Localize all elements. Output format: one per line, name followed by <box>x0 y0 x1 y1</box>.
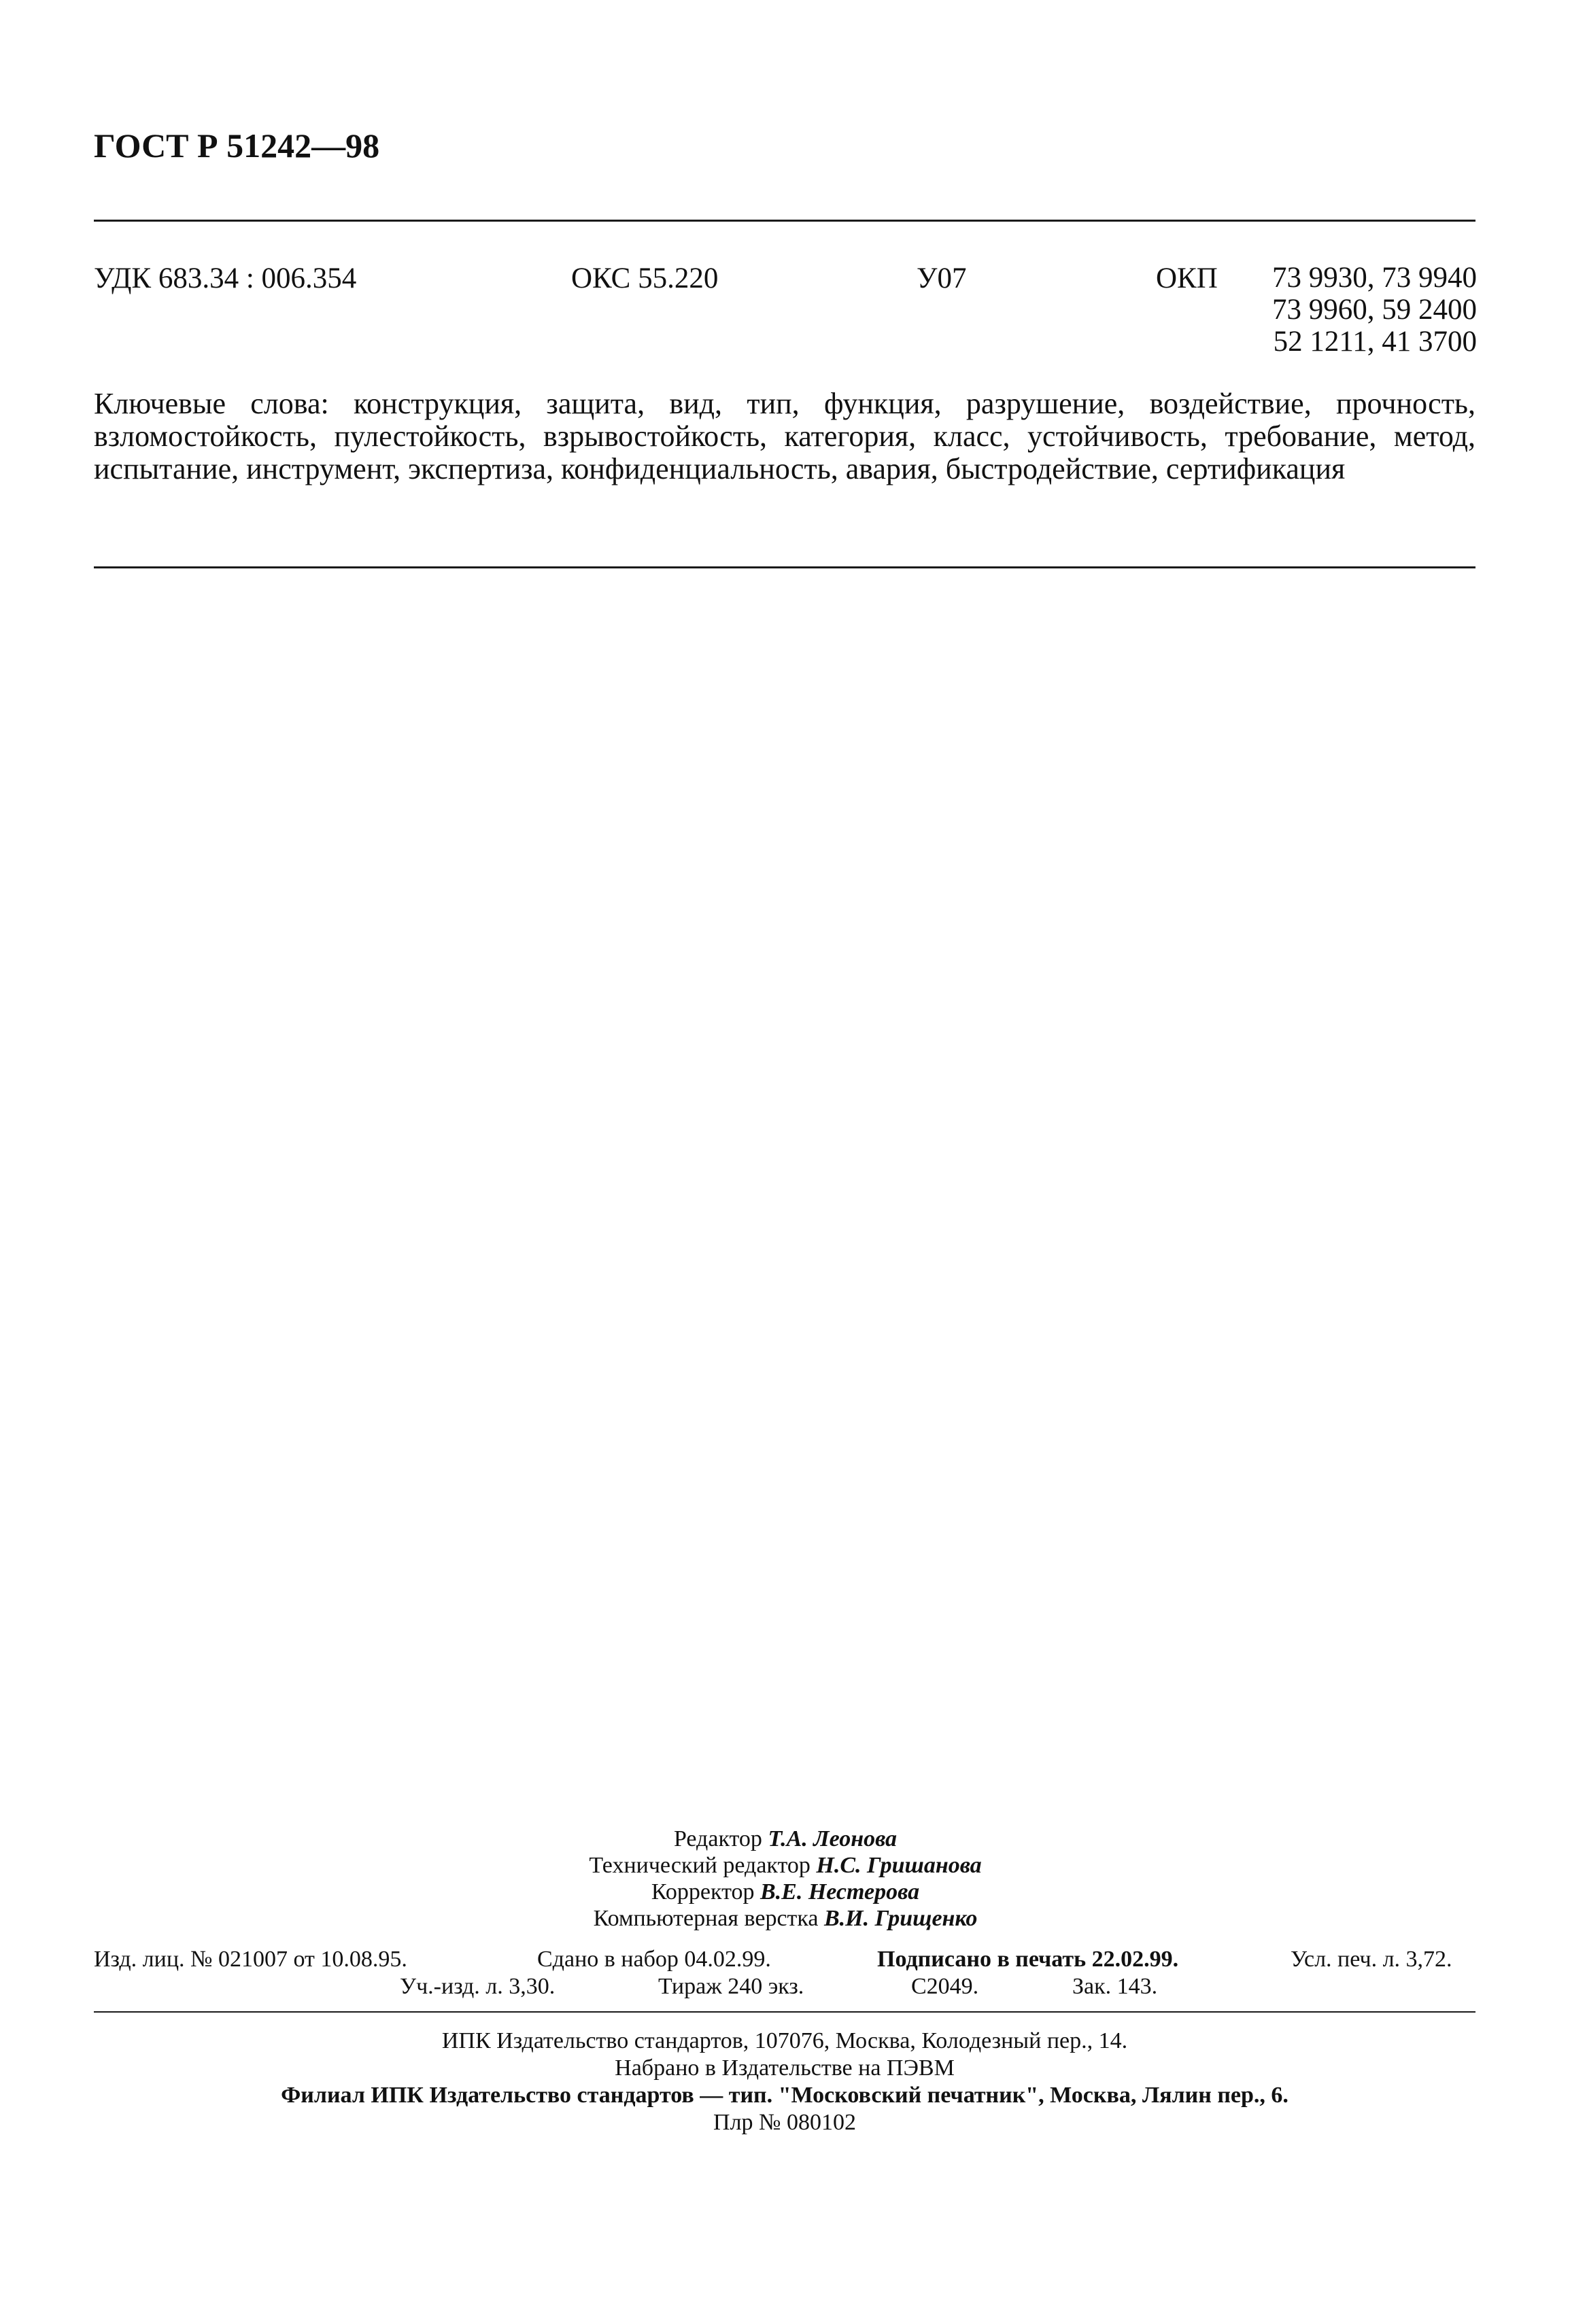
keywords-paragraph: Ключевые слова: конструкция, защита, вид, тип, функция, разрушение, воздействие, прочность, взломостойкость, пулестойкость, взрывостойкость, категория, класс, устойчивость, требование, метод, испытание, инструмент, экспертиза, конфиденциальность, авария, быстродействие, сертификация <box>94 387 1475 485</box>
group-code: У07 <box>917 262 967 294</box>
editor-name: Т.А. Леонова <box>768 1826 898 1851</box>
submitted-date: Сдано в набор 04.02.99. <box>537 1947 771 1972</box>
okp-label: ОКП <box>1156 262 1218 294</box>
layout-line <box>530 1905 1040 1932</box>
standard-code: ГОСТ Р 51242—98 <box>94 126 380 165</box>
typeset-note: Набрано в Издательстве на ПЭВМ <box>615 2055 955 2081</box>
layout-name: В.И. Грищенко <box>824 1906 978 1931</box>
signed-date: Подписано в печать 22.02.99. <box>877 1947 1179 1972</box>
okp-values <box>1239 262 1477 358</box>
tech-editor-name: Н.С. Гришанова <box>816 1853 982 1878</box>
license-number: Изд. лиц. № 021007 от 10.08.95. <box>94 1947 407 1972</box>
editor-line <box>530 1826 1040 1852</box>
layout-label: Компьютерная верстка <box>593 1906 819 1931</box>
proofreader-name: В.Е. Нестерова <box>760 1879 920 1904</box>
publisher-sheets: Уч.-изд. л. 3,30. <box>400 1974 556 1999</box>
footer-divider <box>94 2011 1475 2013</box>
oks-code: ОКС 55.220 <box>571 262 719 294</box>
okp-value-line: 52 1211, 41 3700 <box>1273 326 1477 358</box>
top-divider <box>94 220 1475 222</box>
circulation: Тираж 240 экз. <box>658 1974 804 1999</box>
print-sheets: Усл. печ. л. 3,72. <box>1291 1947 1452 1972</box>
tech-editor-label: Технический редактор <box>589 1853 810 1878</box>
print-code: С2049. <box>911 1974 979 1999</box>
keywords-divider <box>94 566 1475 568</box>
publisher-address: ИПК Издательство стандартов, 107076, Москва, Колодезный пер., 14. <box>441 2028 1128 2053</box>
udk-code: УДК 683.34 : 006.354 <box>94 262 357 294</box>
okp-value-line: 73 9930, 73 9940 <box>1272 262 1477 294</box>
proofreader-line <box>530 1879 1040 1905</box>
plr-number: Плр № 080102 <box>713 2110 856 2135</box>
printing-branch: Филиал ИПК Издательство стандартов — тип. "Московский печатник", Москва, Лялин пер., 6. <box>281 2083 1289 2108</box>
credits-block <box>530 1826 1040 1932</box>
okp-value-line: 73 9960, 59 2400 <box>1272 294 1477 326</box>
tech-editor-line <box>530 1852 1040 1879</box>
proofreader-label: Корректор <box>651 1879 755 1904</box>
editor-label: Редактор <box>673 1826 762 1851</box>
footer-block <box>94 2028 1475 2136</box>
order-number: Зак. 143. <box>1072 1974 1158 1999</box>
